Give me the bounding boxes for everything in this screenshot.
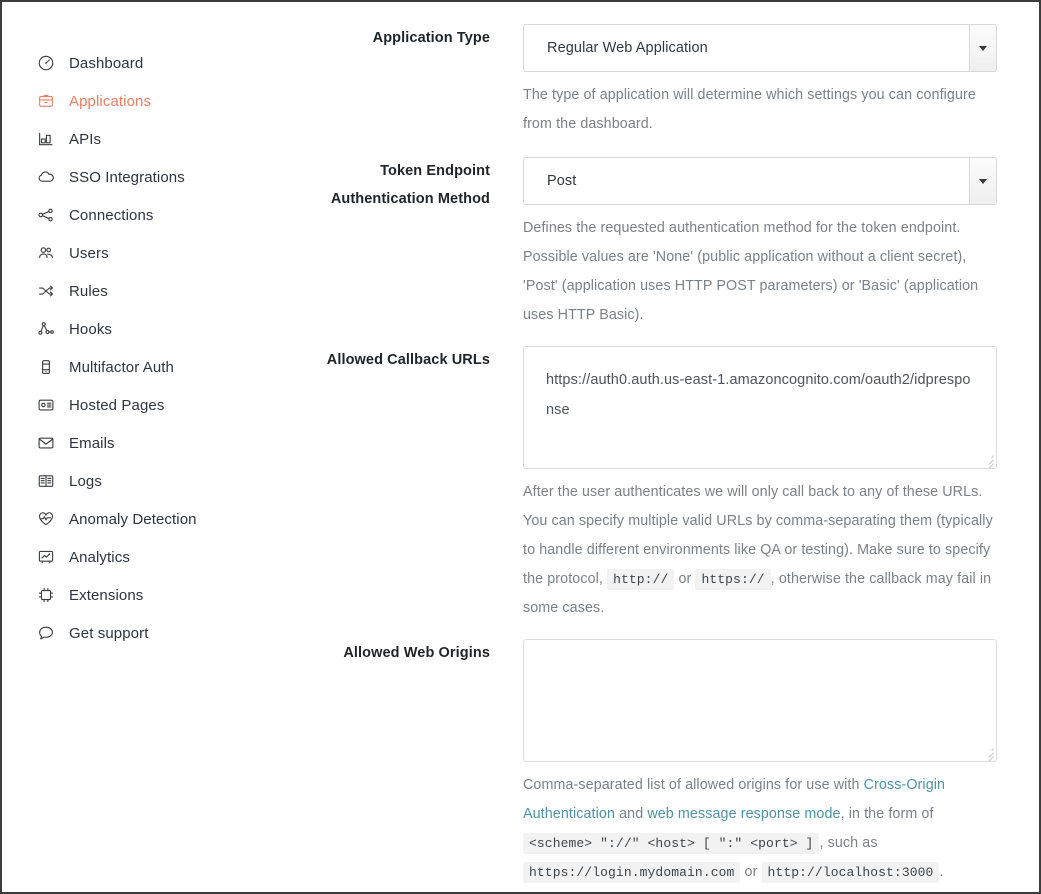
analytics-chart-icon (36, 547, 56, 567)
chat-bubble-icon (36, 623, 56, 643)
allowed-callback-urls-value: https://auth0.auth.us-east-1.amazoncognito.com/oauth2/idpresponse (546, 372, 971, 418)
application-type-label: Application Type (372, 30, 490, 46)
help-code-example-https: https://login.mydomain.com (523, 862, 740, 883)
chevron-down-icon[interactable] (969, 25, 996, 71)
allowed-callback-urls-label: Allowed Callback URLs (326, 352, 490, 368)
web-message-response-mode-link[interactable]: web message response mode (647, 806, 841, 822)
help-text-mid: or (678, 571, 692, 587)
sidebar-item-applications[interactable] (2, 82, 302, 120)
sidebar-item-emails[interactable] (2, 424, 302, 462)
token-endpoint-auth-method-label (302, 157, 490, 213)
sidebar-item-logs[interactable] (2, 462, 302, 500)
sidebar-item-label: Dashboard (69, 54, 144, 72)
sidebar-item-label: Extensions (69, 586, 144, 604)
users-icon (36, 243, 56, 263)
sidebar-item-label: Emails (69, 434, 115, 452)
allowed-web-origins-label: Allowed Web Origins (343, 645, 490, 661)
gauge-icon (36, 53, 56, 73)
sidebar-item-label: SSO Integrations (69, 168, 185, 186)
allowed-web-origins-textarea[interactable] (523, 639, 997, 762)
sidebar-item-hosted-pages[interactable] (2, 386, 302, 424)
application-type-help: The type of application will determine which settings you can configure from the dashboard. (523, 87, 976, 132)
cross-origin-authentication-link[interactable]: Cross-Origin Authentication (523, 777, 946, 822)
help-text-part2: , otherwise the callback may fail in some cases. (523, 571, 992, 616)
sidebar-item-multifactor-auth[interactable] (2, 348, 302, 386)
id-card-icon (36, 395, 56, 415)
allowed-callback-urls-textarea[interactable] (523, 346, 997, 469)
sidebar-item-get-support[interactable] (2, 614, 302, 652)
sidebar-nav (2, 2, 302, 892)
shuffle-arrows-icon (36, 281, 56, 301)
help-text-and: and (619, 806, 644, 822)
book-icon (36, 471, 56, 491)
token-endpoint-auth-method-select[interactable] (523, 157, 997, 205)
resize-handle-icon[interactable] (981, 746, 994, 759)
help-code-http: http:// (607, 569, 674, 590)
sidebar-item-users[interactable] (2, 234, 302, 272)
sidebar-item-label: APIs (69, 130, 102, 148)
help-text-part2: , in the form of (840, 806, 934, 822)
sidebar-item-label: Users (69, 244, 109, 262)
allowed-callback-urls-help (523, 478, 997, 623)
allowed-web-origins-help (523, 771, 997, 887)
sidebar-item-label: Hosted Pages (69, 396, 165, 414)
sidebar-item-anomaly-detection[interactable] (2, 500, 302, 538)
share-nodes-icon (36, 205, 56, 225)
sidebar-item-dashboard[interactable] (2, 44, 302, 82)
sidebar-item-label: Connections (69, 206, 154, 224)
sidebar-item-analytics[interactable] (2, 538, 302, 576)
help-text-part4: . (939, 864, 944, 880)
help-code-https: https:// (695, 569, 770, 590)
sidebar-item-extensions[interactable] (2, 576, 302, 614)
sidebar-item-label: Analytics (69, 548, 130, 566)
help-text-part1: Comma-separated list of allowed origins for use with (523, 777, 860, 793)
hooks-nodes-icon (36, 319, 56, 339)
cloud-icon (36, 167, 56, 187)
token-endpoint-auth-method-label-line1: Token Endpoint (380, 163, 490, 179)
chip-icon (36, 585, 56, 605)
sidebar-item-label: Multifactor Auth (69, 358, 174, 376)
applications-box-icon (36, 91, 56, 111)
chevron-down-icon[interactable] (969, 158, 996, 204)
resize-handle-icon[interactable] (981, 453, 994, 466)
token-endpoint-auth-method-help: Defines the requested authentication method for the token endpoint. Possible values are 'None' (public application without a client secret), 'Post' (application uses HTTP POST parameters) or 'Basic' (application uses HTTP Basic). (523, 220, 979, 323)
token-endpoint-auth-method-value: Post (547, 173, 577, 189)
sidebar-item-rules[interactable] (2, 272, 302, 310)
application-type-select[interactable] (523, 24, 997, 72)
sidebar-item-label: Rules (69, 282, 108, 300)
sidebar-item-label: Get support (69, 624, 149, 642)
sidebar-item-sso-integrations[interactable] (2, 158, 302, 196)
help-text-part1: After the user authenticates we will only call back to any of these URLs. You can specify multiple valid URLs by comma-separating them (typically to handle different environments like QA or testing). Make sure to specify the protocol, (523, 484, 993, 587)
sidebar-item-hooks[interactable] (2, 310, 302, 348)
sidebar-item-label: Anomaly Detection (69, 510, 197, 528)
envelope-icon (36, 433, 56, 453)
help-code-example-localhost: http://localhost:3000 (762, 862, 940, 883)
sidebar-item-label: Hooks (69, 320, 113, 338)
sidebar-item-apis[interactable] (2, 120, 302, 158)
sidebar-item-connections[interactable] (2, 196, 302, 234)
application-type-value: Regular Web Application (547, 40, 708, 56)
help-code-form: <scheme> "://" <host> [ ":" <port> ] (523, 833, 819, 854)
help-text-part3: , such as (819, 835, 878, 851)
heart-pulse-icon (36, 509, 56, 529)
bar-blocks-icon (36, 129, 56, 149)
settings-form (302, 2, 1039, 892)
mobile-device-icon (36, 357, 56, 377)
sidebar-item-label: Logs (69, 472, 102, 490)
sidebar-item-label: Applications (69, 92, 152, 110)
help-text-or: or (744, 864, 758, 880)
token-endpoint-auth-method-label-line2: Authentication Method (330, 191, 490, 207)
